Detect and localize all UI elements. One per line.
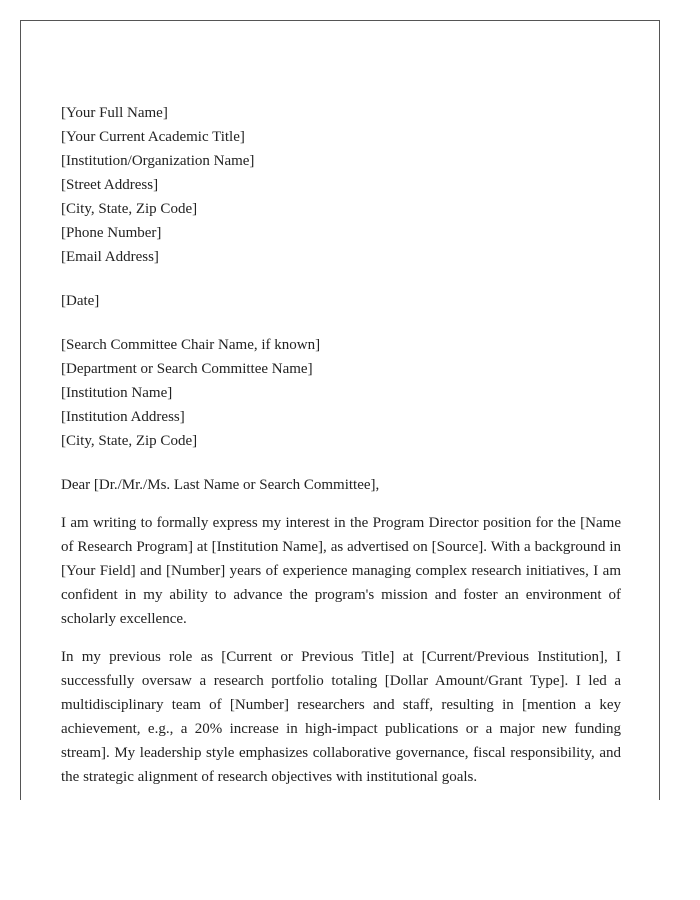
sender-title: [Your Current Academic Title] bbox=[61, 129, 245, 145]
recipient-address-block bbox=[61, 333, 621, 453]
body-paragraph-experience: In my previous role as [Current or Previous Title] at [Current/Previous Institution], I successfully oversaw a research portfolio totaling [Dollar Amount/Grant Type]. I led a multidisciplinary team of [Number] researchers and staff, resulting in [mention a key achievement, e.g., a 20% increase in high-impact publications or a major new funding stream]. My leadership style emphasizes collaborative governance, fiscal responsibility, and the strategic alignment of research objectives with institutional goals. bbox=[61, 649, 621, 785]
sender-name: [Your Full Name] bbox=[61, 105, 168, 121]
document-page bbox=[20, 20, 660, 800]
body-paragraph-intro: I am writing to formally express my interest in the Program Director position for the [Name of Research Program] at [Institution Name], as advertised on [Source]. With a background in [Your Field] and [Number] years of experience managing complex research initiatives, I am confident in my ability to advance the program's mission and foster an environment of scholarly excellence. bbox=[61, 515, 621, 627]
letter-body bbox=[61, 101, 621, 800]
recipient-city-state-zip: [City, State, Zip Code] bbox=[61, 433, 198, 449]
recipient-chair: [Search Committee Chair Name, if known] bbox=[61, 337, 321, 353]
date-block bbox=[61, 289, 621, 313]
sender-address-block bbox=[61, 101, 621, 269]
salutation: Dear [Dr./Mr./Ms. Last Name or Search Committee], bbox=[61, 477, 380, 493]
sender-city-state-zip: [City, State, Zip Code] bbox=[61, 201, 198, 217]
sender-street: [Street Address] bbox=[61, 177, 159, 193]
sender-institution: [Institution/Organization Name] bbox=[61, 153, 255, 169]
recipient-institution: [Institution Name] bbox=[61, 385, 173, 401]
recipient-department: [Department or Search Committee Name] bbox=[61, 361, 313, 377]
sender-email: [Email Address] bbox=[61, 249, 159, 265]
letter-date: [Date] bbox=[61, 293, 100, 309]
recipient-address: [Institution Address] bbox=[61, 409, 185, 425]
sender-phone: [Phone Number] bbox=[61, 225, 162, 241]
